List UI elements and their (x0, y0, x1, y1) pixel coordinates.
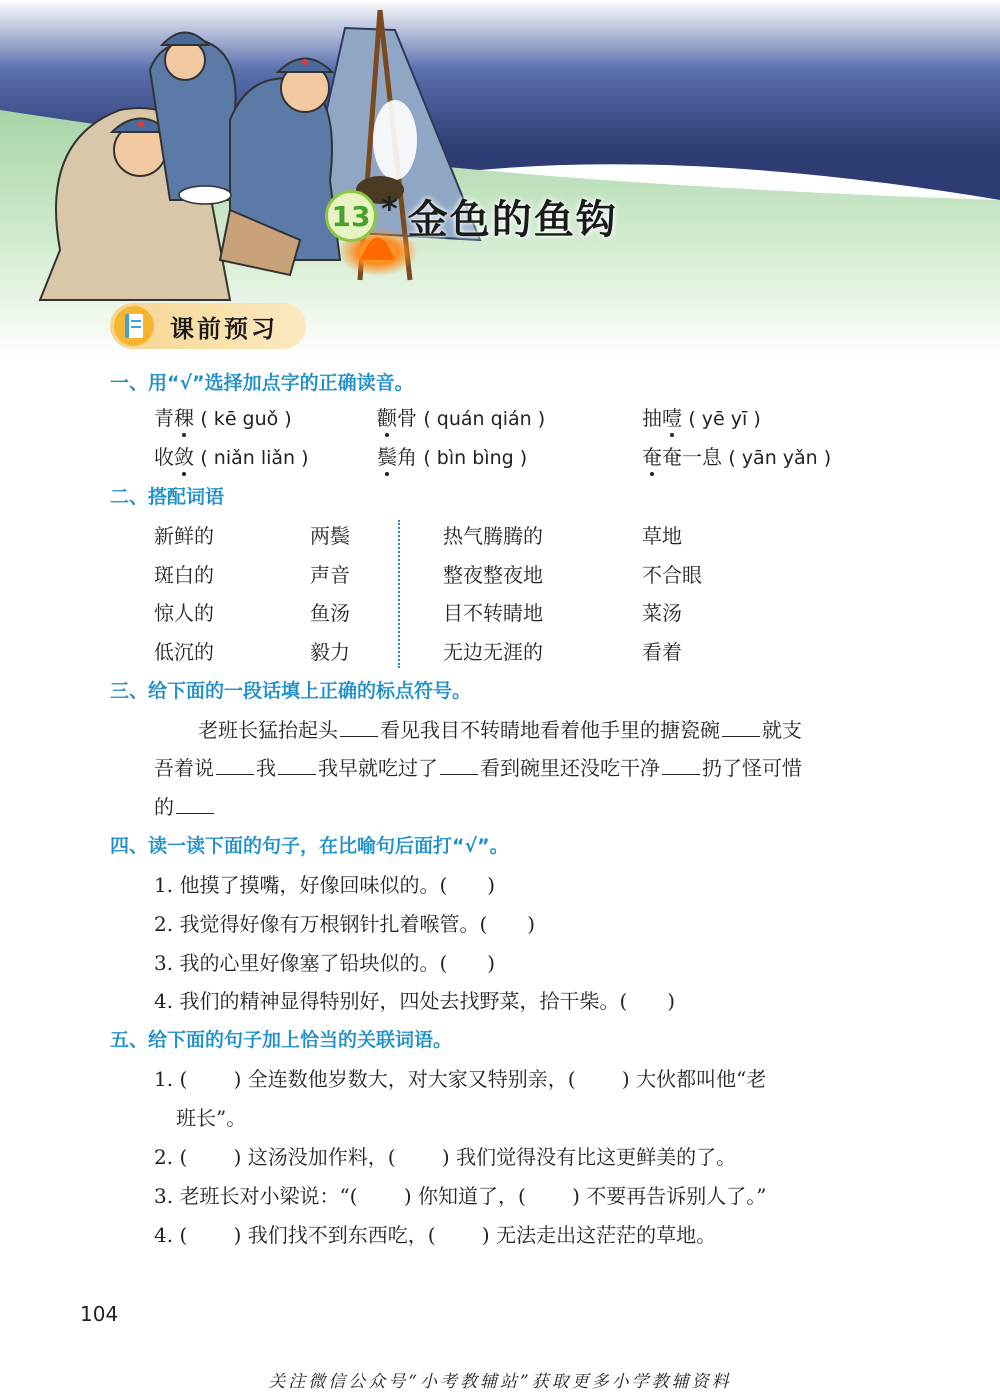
page-number: 104 (80, 1302, 119, 1326)
section2-heading: 二、搭配词语 (110, 486, 225, 508)
conjunction-item-4: 4. ( ) 我们找不到东西吃，( ) 无法走出这茫茫的草地。 (154, 1223, 717, 1247)
punctuation-blank[interactable] (216, 756, 254, 775)
section3-heading: 三、给下面的一段话填上正确的标点符号。 (110, 680, 472, 702)
book-icon (114, 306, 154, 346)
pinyin-item-4: 收敛 ( niǎn liǎn ) (154, 445, 309, 469)
pinyin-item-3: 抽噎 ( yē yī ) (642, 406, 761, 430)
section1-heading: 一、用“√”选择加点字的正确读音。 (110, 372, 414, 394)
preview-tag (110, 303, 306, 349)
match-divider (398, 520, 400, 668)
pinyin-item-1: 青稞 ( kē guǒ ) (154, 406, 292, 430)
pinyin-item-5: 鬓角 ( bìn bìng ) (377, 445, 528, 469)
lesson-number-badge: 13 (325, 190, 377, 242)
match-right-a-2: 整夜整夜地 (443, 563, 543, 587)
match-right-a-3: 目不转睛地 (443, 601, 543, 625)
punctuation-line-3: 的 (154, 791, 216, 820)
match-right-b-4: 看着 (642, 640, 682, 664)
pinyin-item-2: 颧骨 ( quán qián ) (377, 406, 546, 430)
match-left-a-1: 新鲜的 (154, 524, 214, 548)
punctuation-blank[interactable] (722, 718, 760, 737)
match-right-b-1: 草地 (642, 524, 682, 548)
match-left-a-4: 低沉的 (154, 640, 214, 664)
match-left-b-3: 鱼汤 (310, 601, 350, 625)
match-right-a-1: 热气腾腾的 (443, 524, 543, 548)
match-left-b-1: 两鬓 (310, 524, 350, 548)
punctuation-blank[interactable] (176, 795, 214, 814)
match-right-b-3: 菜汤 (642, 601, 682, 625)
lesson-star-mark: * (381, 190, 398, 228)
lesson-name: 金色的鱼钩 (407, 196, 618, 243)
simile-item-4: 4. 我们的精神显得特别好，四处去找野菜，拾干柴。( ) (154, 989, 676, 1013)
punctuation-blank[interactable] (278, 756, 316, 775)
match-left-a-3: 惊人的 (154, 601, 214, 625)
punctuation-line-2: 吾着说 我 我早就吃过了 看到碗里还没吃干净 扔了怪可惜 (154, 756, 802, 780)
section5-heading: 五、给下面的句子加上恰当的关联词语。 (110, 1029, 453, 1051)
footer-note: 关注微信公众号“小考教辅站”获取更多小学教辅资料 (268, 1372, 732, 1392)
punctuation-blank[interactable] (340, 718, 378, 737)
conjunction-item-3: 3. 老班长对小梁说：“( ) 你知道了，( ) 不要再告诉别人了。” (154, 1184, 767, 1208)
pinyin-item-6: 奄奄一息 ( yān yǎn ) (642, 445, 832, 469)
match-right-a-4: 无边无涯的 (443, 640, 543, 664)
preview-label: 课前预习 (170, 314, 278, 343)
punctuation-blank[interactable] (662, 756, 700, 775)
conjunction-item-1: 1. ( ) 全连数他岁数大，对大家又特别亲，( ) 大伙都叫他“老 (154, 1067, 767, 1091)
conjunction-item-2: 2. ( ) 这汤没加作料，( ) 我们觉得没有比这更鲜美的了。 (154, 1145, 737, 1169)
lesson-title (325, 188, 618, 244)
match-left-a-2: 斑白的 (154, 563, 214, 587)
steam (373, 100, 417, 180)
conjunction-item-1-cont: 班长”。 (176, 1106, 247, 1130)
match-right-b-2: 不合眼 (642, 563, 702, 587)
match-left-b-4: 毅力 (310, 640, 350, 664)
simile-item-2: 2. 我觉得好像有万根钢针扎着喉管。( ) (154, 912, 536, 936)
match-left-b-2: 声音 (310, 563, 350, 587)
simile-item-3: 3. 我的心里好像塞了铅块似的。( ) (154, 951, 496, 975)
simile-item-1: 1. 他摸了摸嘴，好像回味似的。( ) (154, 873, 496, 897)
section4-heading: 四、读一读下面的句子，在比喻句后面打“√”。 (110, 835, 509, 857)
punctuation-blank[interactable] (440, 756, 478, 775)
punctuation-line-1: 老班长猛抬起头 看见我目不转睛地看着他手里的搪瓷碗 就支 (198, 718, 802, 742)
